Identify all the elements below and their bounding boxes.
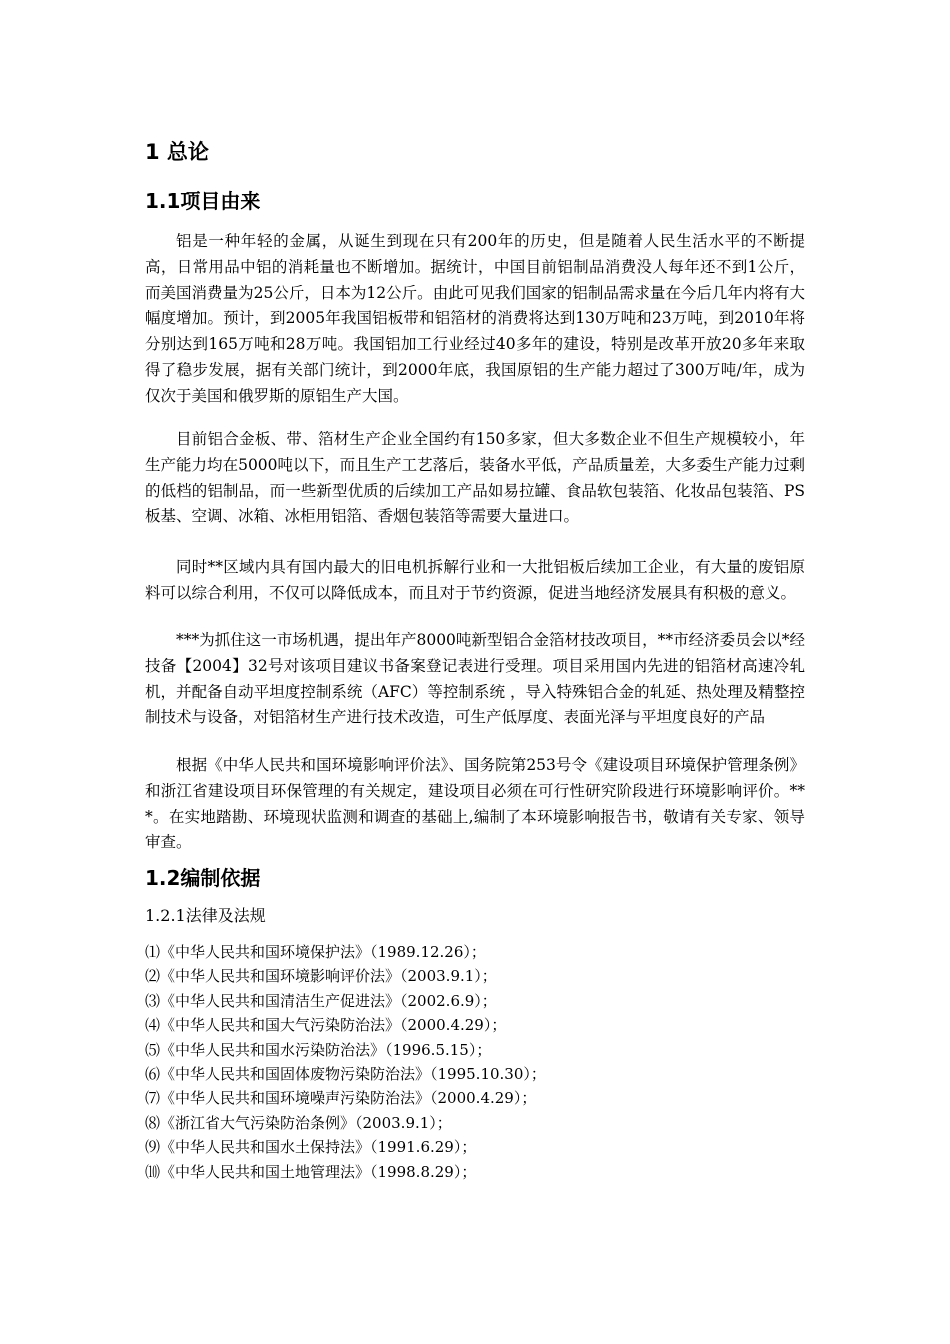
law-item: ⑽《中华人民共和国土地管理法》（1998.8.29）； (145, 1163, 477, 1181)
law-item: ⑼《中华人民共和国水土保持法》（1991.6.29）； (145, 1138, 477, 1156)
law-item: ⑺《中华人民共和国环境噪声污染防治法》（2000.4.29）； (145, 1089, 537, 1107)
law-item: ⑻《浙江省大气污染防治条例》（2003.9.1）； (145, 1114, 452, 1132)
law-item: ⑹《中华人民共和国固体废物污染防治法》（1995.10.30）； (145, 1065, 546, 1083)
law-item: ⑷《中华人民共和国大气污染防治法》（2000.4.29）； (145, 1016, 507, 1034)
paragraph-5: 根据《中华人民共和国环境影响评价法》、国务院第253号令《建设项目环境保护管理条例》和浙江省建设项目环保管理的有关规定，建设项目必须在可行性研究阶段进行环境影响评价。***。在实地踏勘、环境现状监测和调查的基础上,编制了本环境影响报告书，敬请有关专家、领导审查。 (145, 756, 805, 852)
paragraph-1: 铝是一种年轻的金属，从诞生到现在只有200年的历史，但是随着人民生活水平的不断提高，日常用品中铝的消耗量也不断增加。据统计，中国目前铝制品消费没人每年还不到1公斤，而美国消费量为25公斤，日本为12公斤。由此可见我们国家的铝制品需求量在今后几年内将有大幅度增加。预计，到2005年我国铝板带和铝箔材的消费将达到130万吨和23万吨，到2010年将分别达到165万吨和28万吨。我国铝加工行业经过40多年的建设，特别是改革开放20多年来取得了稳步发展，据有关部门统计，到2000年底，我国原铝的生产能力超过了300万吨/年，成为仅次于美国和俄罗斯的原铝生产大国。 (145, 232, 805, 405)
law-item: ⑴《中华人民共和国环境保护法》（1989.12.26）； (145, 943, 486, 961)
law-item: ⑸《中华人民共和国水污染防治法》（1996.5.15）； (145, 1041, 492, 1059)
law-item: ⑶《中华人民共和国清洁生产促进法》（2002.6.9）； (145, 992, 497, 1010)
subsection-heading-1-2-1: 1.2.1法律及法规 (145, 906, 266, 925)
chapter-title: 1 总论 (145, 140, 209, 164)
paragraph-2: 目前铝合金板、带、箔材生产企业全国约有150多家，但大多数企业不但生产规模较小，年生产能力均在5000吨以下，而且生产工艺落后，装备水平低，产品质量差，大多委生产能力过剩的低档的铝制品，而一些新型优质的后续加工产品如易拉罐、食品软包装箔、化妆品包装箔、PS板基、空调、冰箱、冰柜用铝箔、香烟包装箔等需要大量进口。 (145, 430, 805, 526)
law-item: ⑵《中华人民共和国环境影响评价法》（2003.9.1）； (145, 967, 497, 985)
paragraph-4: ***为抓住这一市场机遇，提出年产8000吨新型铝合金箔材技改项目，**市经济委员会以*经技备【2004】32号对该项目建议书备案登记表进行受理。项目采用国内先进的铝箔材高速冷轧机，并配备自动平坦度控制系统（AFC）等控制系统 ，导入特殊铝合金的轧延、热处理及精整控制技术与设备，对铝箔材生产进行技术改造，可生产低厚度、表面光泽与平坦度良好的产品 (145, 631, 805, 727)
section-heading-1-2: 1.2编制依据 (145, 866, 261, 890)
paragraph-3: 同时**区域内具有国内最大的旧电机拆解行业和一大批铝板后续加工企业，有大量的废铝原料可以综合利用，不仅可以降低成本，而且对于节约资源，促进当地经济发展具有积极的意义。 (145, 558, 805, 602)
section-heading-1-1: 1.1项目由来 (145, 189, 261, 213)
